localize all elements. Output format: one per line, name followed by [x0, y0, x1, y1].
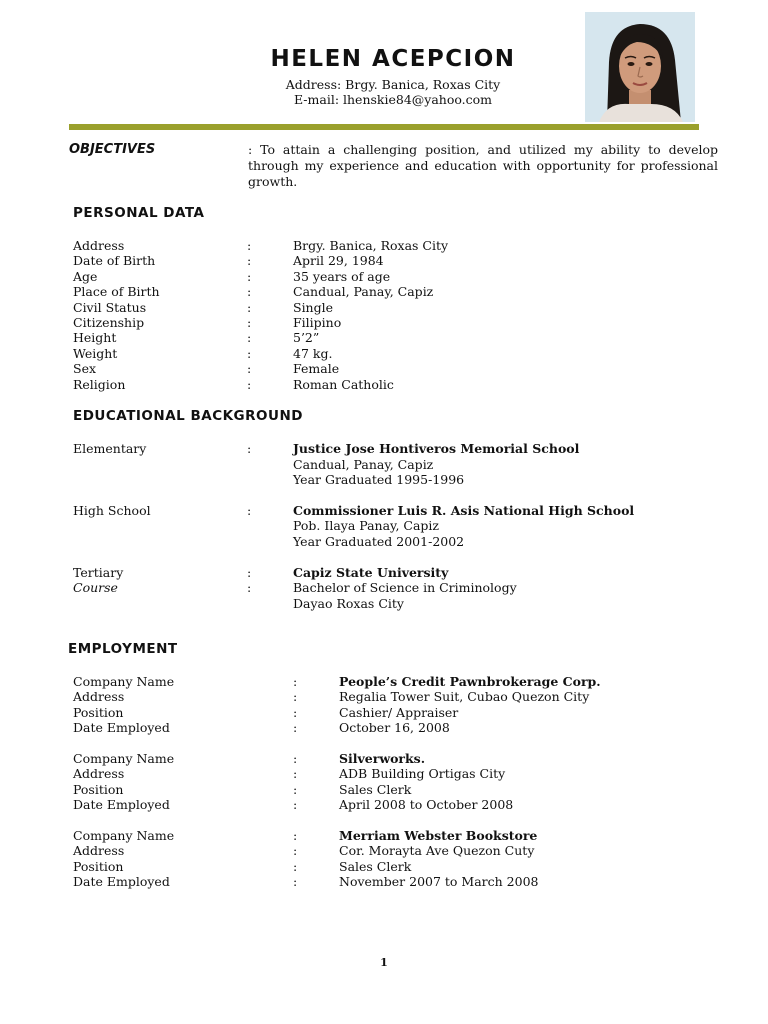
colon: : — [247, 580, 252, 595]
colon: : — [247, 315, 252, 330]
personal-data-label: Age — [73, 268, 98, 284]
applicant-name: HELEN ACEPCION — [270, 46, 516, 72]
employment-address-label: Address — [73, 766, 125, 782]
employment-position-label: Position — [73, 858, 124, 874]
personal-data-label: Citizenship — [73, 315, 145, 330]
employment-position-label: Position — [73, 704, 124, 720]
employment-heading: EMPLOYMENT — [68, 641, 178, 657]
personal-data-label: Weight — [73, 345, 118, 361]
personal-data-value: Single — [293, 299, 334, 315]
edu-elementary-row — [73, 441, 713, 456]
edu-elementary-place: Candual, Panay, Capiz — [293, 457, 434, 472]
personal-data-row — [73, 253, 713, 268]
personal-data-label: Place of Birth — [73, 284, 160, 300]
employment-date-row — [73, 874, 713, 889]
employment-position-row — [73, 859, 713, 874]
personal-data-value: 47 kg. — [293, 345, 333, 361]
edu-highschool-label: High School — [73, 503, 151, 518]
colon: : — [247, 503, 252, 518]
edu-elementary-school: Justice Jose Hontiveros Memorial School — [293, 441, 580, 456]
employment-address-row — [73, 689, 713, 704]
employment-date-label: Date Employed — [73, 797, 170, 813]
personal-data-value: Roman Catholic — [293, 376, 394, 392]
personal-data-row — [73, 284, 713, 299]
personal-data-row — [73, 330, 713, 345]
colon: : — [293, 874, 298, 890]
personal-data-row — [73, 315, 713, 330]
header-address: Address: Brgy. Banica, Roxas City — [285, 77, 501, 92]
header-divider — [69, 124, 699, 130]
colon: : — [293, 781, 298, 797]
edu-tertiary-school: Capiz State University — [293, 565, 449, 580]
edu-tertiary-label: Tertiary — [73, 565, 124, 580]
colon: : — [293, 720, 298, 736]
colon: : — [247, 441, 252, 456]
colon: : — [293, 766, 298, 782]
personal-data-label: Civil Status — [73, 299, 147, 315]
employment-date-row — [73, 720, 713, 735]
personal-data-label: Address — [73, 238, 125, 253]
employment-address-value: Regalia Tower Suit, Cubao Quezon City — [339, 689, 590, 705]
edu-tertiary-row — [73, 565, 713, 580]
employment-company-label: Company Name — [73, 674, 175, 689]
objectives-label: OBJECTIVES — [69, 142, 156, 157]
employment-company-row — [73, 751, 713, 766]
personal-data-row — [73, 269, 713, 284]
employment-position-value: Sales Clerk — [339, 781, 412, 797]
colon: : — [247, 284, 252, 300]
employment-address-label: Address — [73, 689, 125, 705]
personal-data-row — [73, 377, 713, 392]
colon: : — [247, 330, 252, 346]
colon: : — [247, 268, 252, 284]
colon: : — [247, 345, 252, 361]
personal-data-row — [73, 238, 713, 253]
edu-tertiary-place: Dayao Roxas City — [293, 596, 404, 611]
employment-company-label: Company Name — [73, 828, 175, 843]
personal-data-label: Sex — [73, 361, 97, 377]
colon: : — [247, 299, 252, 315]
personal-data-value: Female — [293, 361, 340, 377]
personal-data-value: Candual, Panay, Capiz — [293, 284, 434, 300]
personal-data-value: 35 years of age — [293, 268, 391, 284]
employment-company-row — [73, 828, 713, 843]
colon: : — [293, 797, 298, 813]
employment-address-row — [73, 843, 713, 858]
colon: : — [293, 674, 298, 689]
personal-data-row — [73, 361, 713, 376]
edu-course-label: Course — [73, 580, 118, 595]
personal-data-heading: PERSONAL DATA — [73, 205, 205, 221]
personal-data-label: Religion — [73, 376, 126, 392]
colon: : — [247, 238, 252, 253]
header-email: E-mail: lhenskie84@yahoo.com — [293, 92, 493, 107]
colon: : — [247, 361, 252, 377]
applicant-photo — [585, 12, 695, 122]
employment-date-row — [73, 797, 713, 812]
personal-data-label: Date of Birth — [73, 253, 156, 269]
edu-highschool-place: Pob. Ilaya Panay, Capiz — [293, 518, 440, 533]
edu-course-value: Bachelor of Science in Criminology — [293, 580, 517, 595]
colon: : — [247, 565, 252, 580]
colon: : — [247, 376, 252, 392]
employment-company-value: People’s Credit Pawnbrokerage Corp. — [339, 674, 601, 689]
education-heading: EDUCATIONAL BACKGROUND — [73, 408, 303, 424]
colon: : — [293, 858, 298, 874]
edu-highschool-school: Commissioner Luis R. Asis National High School — [293, 503, 635, 518]
portrait-image — [585, 12, 695, 122]
employment-company-label: Company Name — [73, 751, 175, 766]
page-number: 1 — [380, 956, 388, 969]
edu-elementary-year: Year Graduated 1995-1996 — [293, 472, 465, 487]
employment-position-row — [73, 705, 713, 720]
employment-date-label: Date Employed — [73, 874, 170, 890]
personal-data-value: Filipino — [293, 315, 342, 330]
employment-company-value: Silverworks. — [339, 751, 426, 766]
objectives-text: : To attain a challenging position, and utilized my ability to develop through my experience and education with opportunity for professional growth. — [248, 142, 718, 189]
employment-date-value: November 2007 to March 2008 — [339, 874, 539, 890]
employment-position-row — [73, 782, 713, 797]
employment-address-value: Cor. Morayta Ave Quezon Cuty — [339, 843, 535, 859]
employment-company-value: Merriam Webster Bookstore — [339, 828, 538, 843]
personal-data-label: Height — [73, 330, 117, 346]
colon: : — [293, 704, 298, 720]
employment-address-label: Address — [73, 843, 125, 859]
edu-elementary-label: Elementary — [73, 441, 147, 456]
employment-position-label: Position — [73, 781, 124, 797]
colon: : — [293, 689, 298, 705]
employment-date-value: October 16, 2008 — [339, 720, 450, 736]
colon: : — [247, 253, 252, 269]
personal-data-row — [73, 346, 713, 361]
employment-address-row — [73, 766, 713, 781]
employment-address-value: ADB Building Ortigas City — [339, 766, 506, 782]
personal-data-value: 5’2” — [293, 330, 320, 346]
employment-date-label: Date Employed — [73, 720, 170, 736]
employment-company-row — [73, 674, 713, 689]
personal-data-value: Brgy. Banica, Roxas City — [293, 238, 449, 253]
personal-data-row — [73, 300, 713, 315]
edu-highschool-row — [73, 503, 713, 518]
employment-date-value: April 2008 to October 2008 — [339, 797, 514, 813]
employment-position-value: Sales Clerk — [339, 858, 412, 874]
colon: : — [293, 828, 298, 843]
edu-highschool-year: Year Graduated 2001-2002 — [293, 534, 465, 549]
employment-position-value: Cashier/ Appraiser — [339, 704, 459, 720]
colon: : — [293, 751, 298, 766]
personal-data-value: April 29, 1984 — [293, 253, 384, 269]
colon: : — [293, 843, 298, 859]
edu-course-row — [73, 580, 713, 595]
